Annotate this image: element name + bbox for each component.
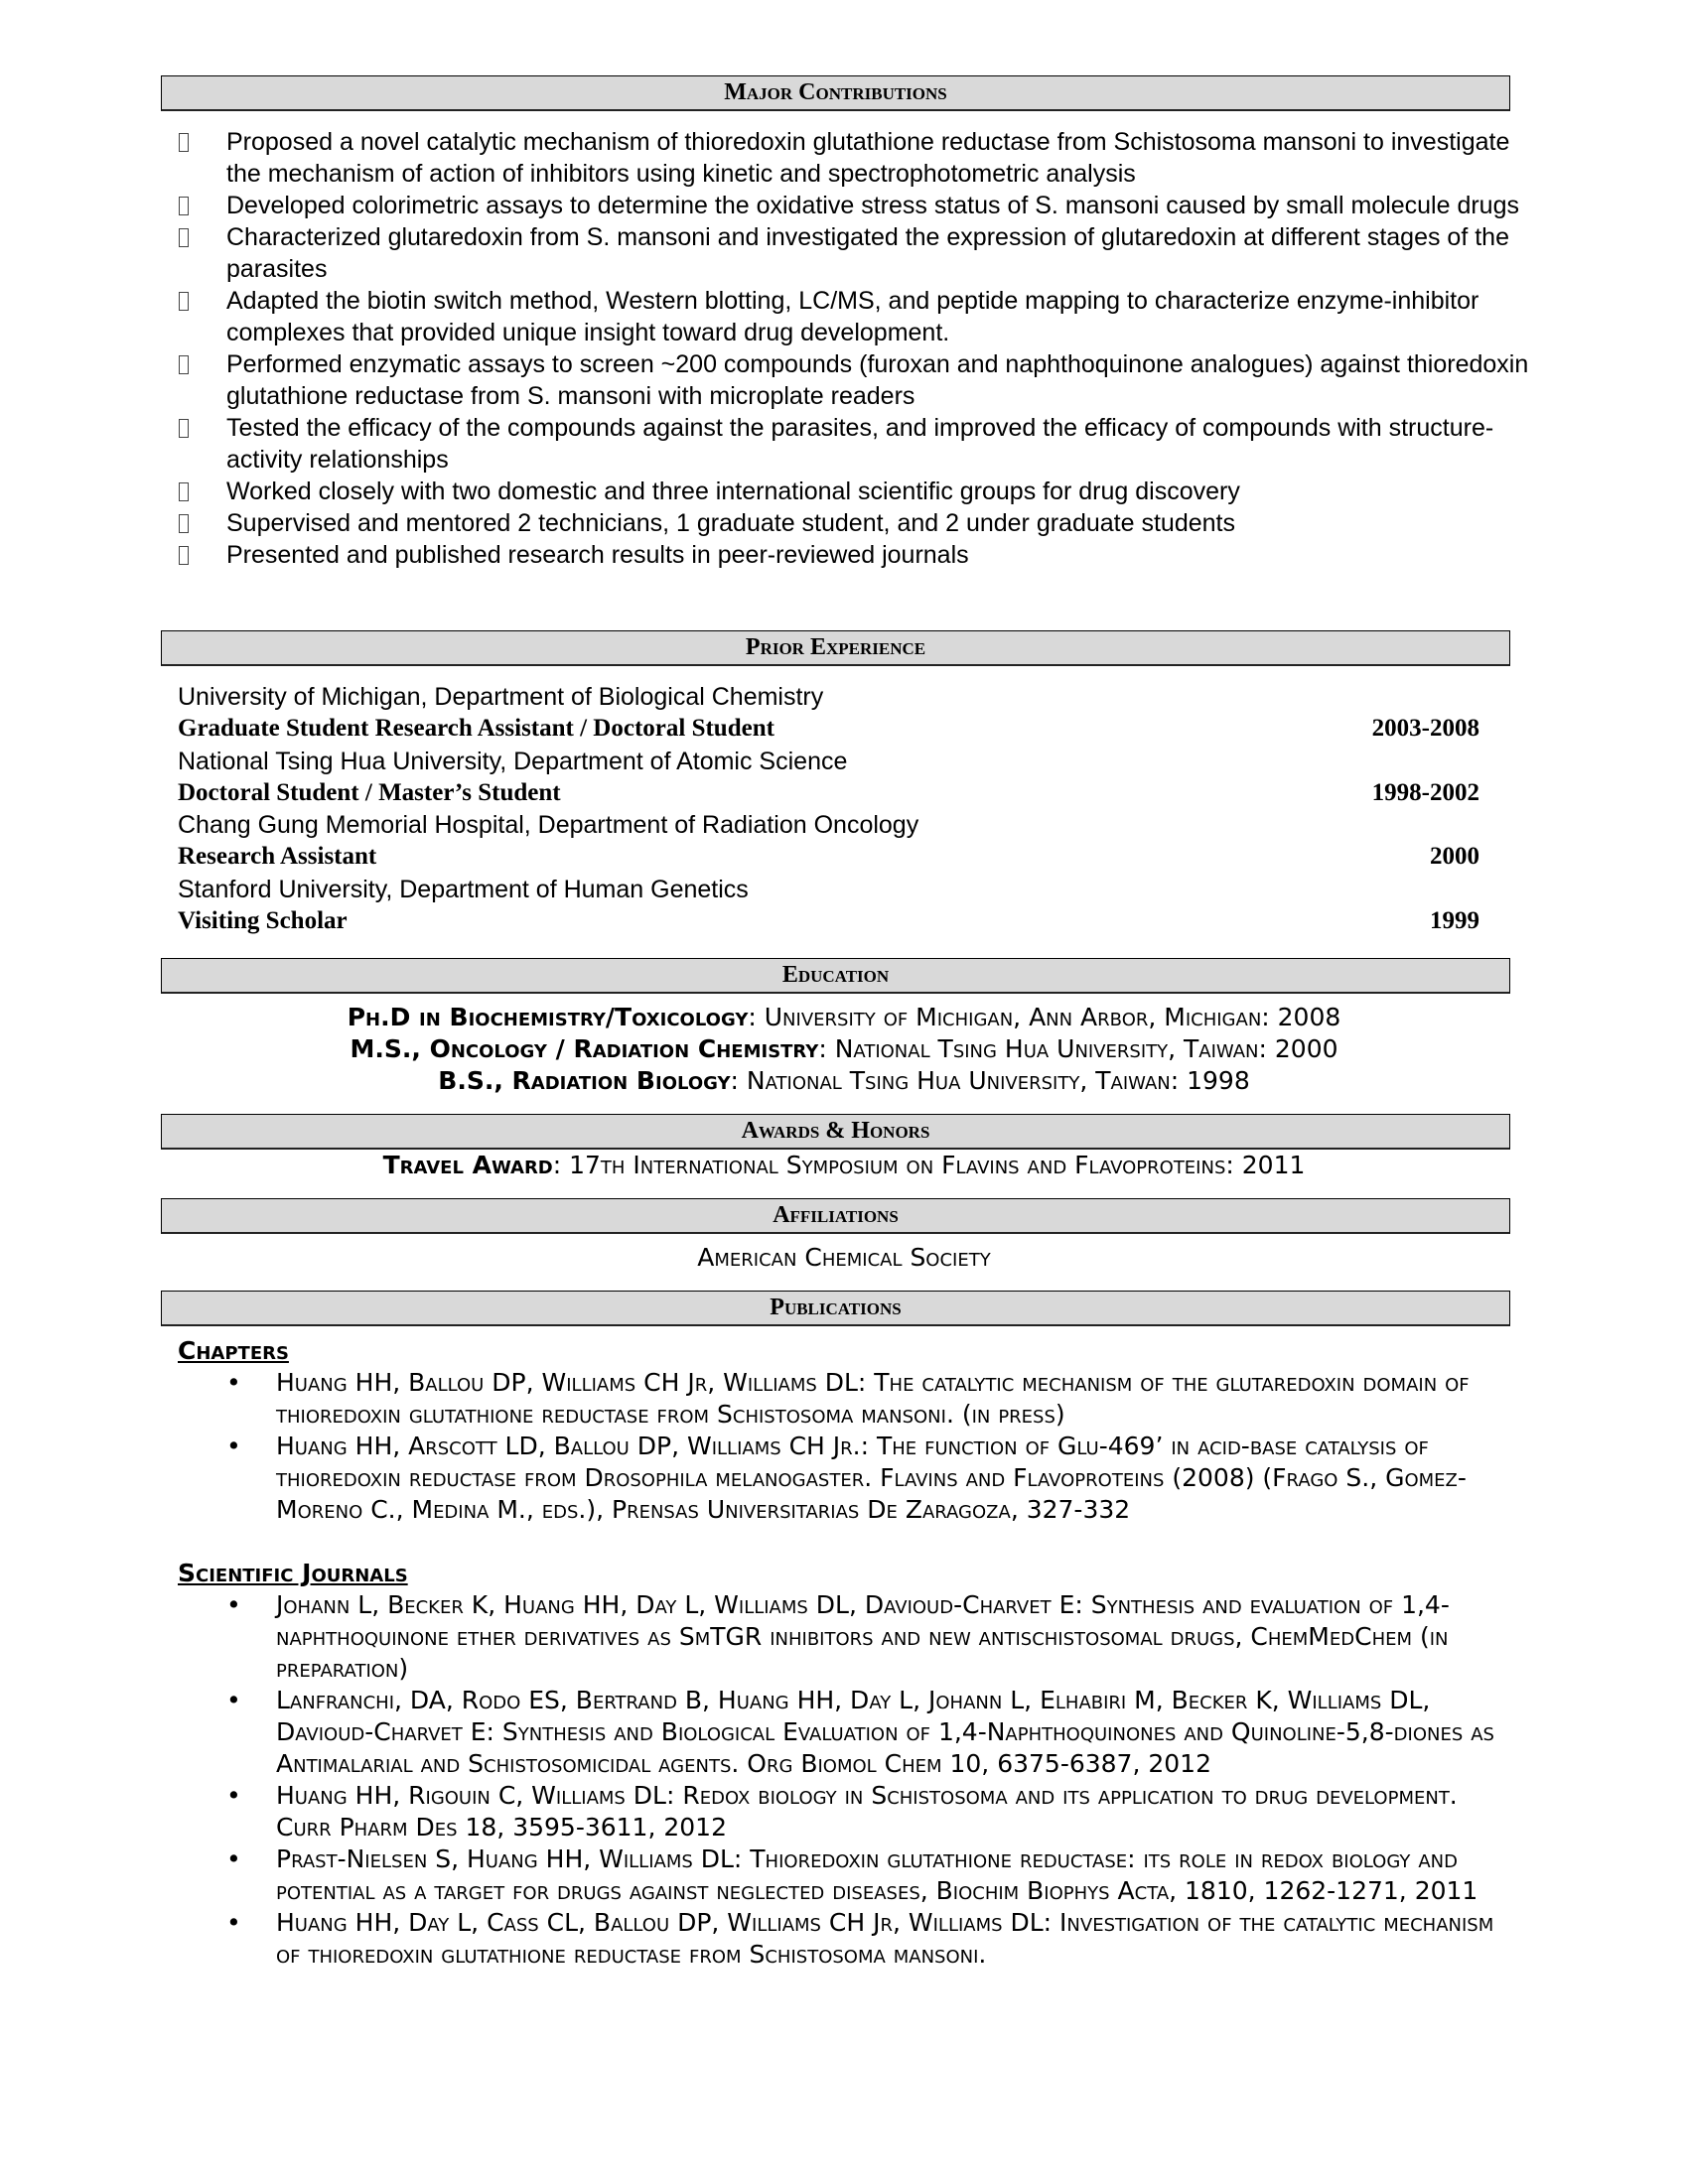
chapter-item xyxy=(0,1431,1688,1526)
contribution-text: Characterized glutaredoxin from S. mansoni and investigated the expression of glutaredoxin at different stages of the parasites xyxy=(226,223,1509,283)
contribution-item xyxy=(0,348,1688,412)
education-entry xyxy=(0,1002,1688,1033)
bullet-box-icon xyxy=(179,355,189,374)
journal-item-text: Huang HH, Rigouin C, Williams DL: Redox biology in Schistosoma and its application to drug development. Curr Pharm Des 18, 3595-3611, 2012 xyxy=(276,1781,1458,1842)
chapters-heading: Chapters xyxy=(178,1336,289,1365)
experience-organization: Stanford University, Department of Human Genetics xyxy=(178,875,749,903)
experience-years: 1998-2002 xyxy=(1371,778,1479,806)
chapter-item xyxy=(0,1367,1688,1431)
contribution-item xyxy=(0,221,1688,285)
bullet-icon: • xyxy=(226,1844,241,1873)
award-title: Travel Award xyxy=(382,1151,553,1179)
experience-role: Doctoral Student / Master’s Student xyxy=(178,778,561,806)
contribution-item xyxy=(0,190,1688,221)
experience-list xyxy=(0,681,1688,937)
education-degree: Ph.D in Biochemistry/Toxicology xyxy=(347,1003,749,1031)
section-header-publications: Publications xyxy=(161,1291,1510,1326)
affiliation: American Chemical Society xyxy=(697,1243,991,1272)
contribution-item xyxy=(0,126,1688,190)
bullet-box-icon xyxy=(179,419,189,438)
journal-item xyxy=(0,1907,1688,1971)
journals-heading: Scientific Journals xyxy=(178,1559,408,1587)
bullet-box-icon xyxy=(179,514,189,533)
bullet-icon: • xyxy=(226,1432,241,1460)
contribution-text: Worked closely with two domestic and three international scientific groups for drug discovery xyxy=(226,478,1240,505)
experience-years: 2003-2008 xyxy=(1371,715,1479,743)
bullet-box-icon xyxy=(179,133,189,152)
experience-organization: University of Michigan, Department of Biological Chemistry xyxy=(178,683,824,711)
chapter-item-text: Huang HH, Arscott LD, Ballou DP, Williams CH Jr.: The function of Glu-469’ in acid-base catalysis of thioredoxin reductase from Drosophila melanogaster. Flavins and Flavoproteins (2008) (Frago S., Gomez-Moreno C., Medina M., eds.), Prensas Universitarias De Zaragoza, 327-332 xyxy=(276,1432,1467,1524)
publications xyxy=(0,1335,1688,1971)
journal-item xyxy=(0,1780,1688,1843)
experience-role-row xyxy=(0,841,1688,873)
contribution-text: Supervised and mentored 2 technicians, 1 graduate student, and 2 under graduate students xyxy=(226,509,1235,537)
bullet-icon: • xyxy=(226,1368,241,1397)
education-detail: : National Tsing Hua University, Taiwan: 1998 xyxy=(730,1066,1250,1095)
contribution-item xyxy=(0,539,1688,571)
bullet-icon: • xyxy=(226,1686,241,1714)
education-degree: M.S., Oncology / Radiation Chemistry xyxy=(350,1034,819,1063)
experience-organization: Chang Gung Memorial Hospital, Department of Radiation Oncology xyxy=(178,811,919,840)
journal-item xyxy=(0,1589,1688,1685)
awards-list xyxy=(0,1150,1688,1181)
journal-item-text: Prast-Nielsen S, Huang HH, Williams DL: Thioredoxin glutathione reductase: its role in redox biology and potential as a target for drugs against neglected diseases, Biochim Biophys Acta, 1810, 1262-1271, 2011 xyxy=(276,1844,1478,1905)
journals-list xyxy=(0,1589,1688,1971)
journal-item xyxy=(0,1685,1688,1780)
experience-role-row xyxy=(0,777,1688,809)
journal-item-text: Lanfranchi, DA, Rodo ES, Bertrand B, Huang HH, Day L, Johann L, Elhabiri M, Becker K, Williams DL, Davioud-Charvet E: Synthesis and Biological Evaluation of 1,4-Naphthoquinones and Quinoline-5,8-diones as Antimalarial and Schistosomicidal agents. Org Biomol Chem 10, 6375-6387, 2012 xyxy=(276,1686,1494,1778)
contribution-text: Proposed a novel catalytic mechanism of thioredoxin glutathione reductase from Schistosoma mansoni to investigate the mechanism of action of inhibitors using kinetic and spectrophotometric analysis xyxy=(226,128,1510,188)
education-entry xyxy=(0,1033,1688,1065)
contribution-text: Adapted the biotin switch method, Western blotting, LC/MS, and peptide mapping to characterize enzyme-inhibitor complexes that provided unique insight toward drug development. xyxy=(226,287,1479,346)
experience-years: 2000 xyxy=(1430,843,1479,871)
education-entry xyxy=(0,1065,1688,1097)
contribution-item xyxy=(0,285,1688,348)
contributions-list xyxy=(0,126,1688,571)
experience-role: Research Assistant xyxy=(178,843,377,871)
contribution-item xyxy=(0,476,1688,507)
journal-item xyxy=(0,1843,1688,1907)
award-detail: : 17th International Symposium on Flavins and Flavoproteins: 2011 xyxy=(552,1151,1306,1179)
section-header-affiliations: Affiliations xyxy=(161,1198,1510,1234)
education-detail: : National Tsing Hua University, Taiwan: 2000 xyxy=(818,1034,1338,1063)
section-header-education: Education xyxy=(161,958,1510,994)
bullet-box-icon xyxy=(179,197,189,215)
contribution-text: Developed colorimetric assays to determine the oxidative stress status of S. mansoni caused by small molecule drugs xyxy=(226,192,1519,219)
journal-item-text: Johann L, Becker K, Huang HH, Day L, Williams DL, Davioud-Charvet E: Synthesis and evaluation of 1,4-naphthoquinone ether derivatives as SmTGR inhibitors and new antischistosomal drugs, ChemMedChem (in preparation) xyxy=(276,1590,1450,1683)
experience-role-row xyxy=(0,905,1688,937)
bullet-icon: • xyxy=(226,1908,241,1937)
experience-organization: National Tsing Hua University, Department of Atomic Science xyxy=(178,747,848,775)
bullet-icon: • xyxy=(226,1590,241,1619)
experience-role-row xyxy=(0,713,1688,745)
experience-role: Visiting Scholar xyxy=(178,907,348,935)
chapters-list xyxy=(0,1367,1688,1526)
chapter-item-text: Huang HH, Ballou DP, Williams CH Jr, Williams DL: The catalytic mechanism of the glutaredoxin domain of thioredoxin glutathione reductase from Schistosoma mansoni. (in press) xyxy=(276,1368,1470,1429)
bullet-box-icon xyxy=(179,292,189,311)
contribution-text: Performed enzymatic assays to screen ~200 compounds (furoxan and naphthoquinone analogues) against thioredoxin glutathione reductase from S. mansoni with microplate readers xyxy=(226,350,1529,410)
contribution-text: Presented and published research results in peer-reviewed journals xyxy=(226,541,969,569)
journal-item-text: Huang HH, Day L, Cass CL, Ballou DP, Williams CH Jr, Williams DL: Investigation of the catalytic mechanism of thioredoxin glutathione reductase from Schistosoma mansoni. xyxy=(276,1908,1494,1969)
education-detail: : University of Michigan, Ann Arbor, Michigan: 2008 xyxy=(748,1003,1341,1031)
experience-role: Graduate Student Research Assistant / Doctoral Student xyxy=(178,715,774,743)
contribution-item xyxy=(0,412,1688,476)
section-header-prior-experience: Prior Experience xyxy=(161,630,1510,666)
bullet-icon: • xyxy=(226,1781,241,1810)
contribution-text: Tested the efficacy of the compounds against the parasites, and improved the efficacy of compounds with structure-activity relationships xyxy=(226,414,1494,474)
education-degree: B.S., Radiation Biology xyxy=(438,1066,731,1095)
award-entry xyxy=(0,1150,1688,1181)
experience-years: 1999 xyxy=(1430,907,1479,935)
affiliations-list xyxy=(0,1242,1688,1274)
education-list xyxy=(0,1002,1688,1097)
section-header-awards: Awards & Honors xyxy=(161,1114,1510,1150)
bullet-box-icon xyxy=(179,546,189,565)
bullet-box-icon xyxy=(179,228,189,247)
bullet-box-icon xyxy=(179,482,189,501)
section-header-major-contributions: Major Contributions xyxy=(161,75,1510,111)
contribution-item xyxy=(0,507,1688,539)
